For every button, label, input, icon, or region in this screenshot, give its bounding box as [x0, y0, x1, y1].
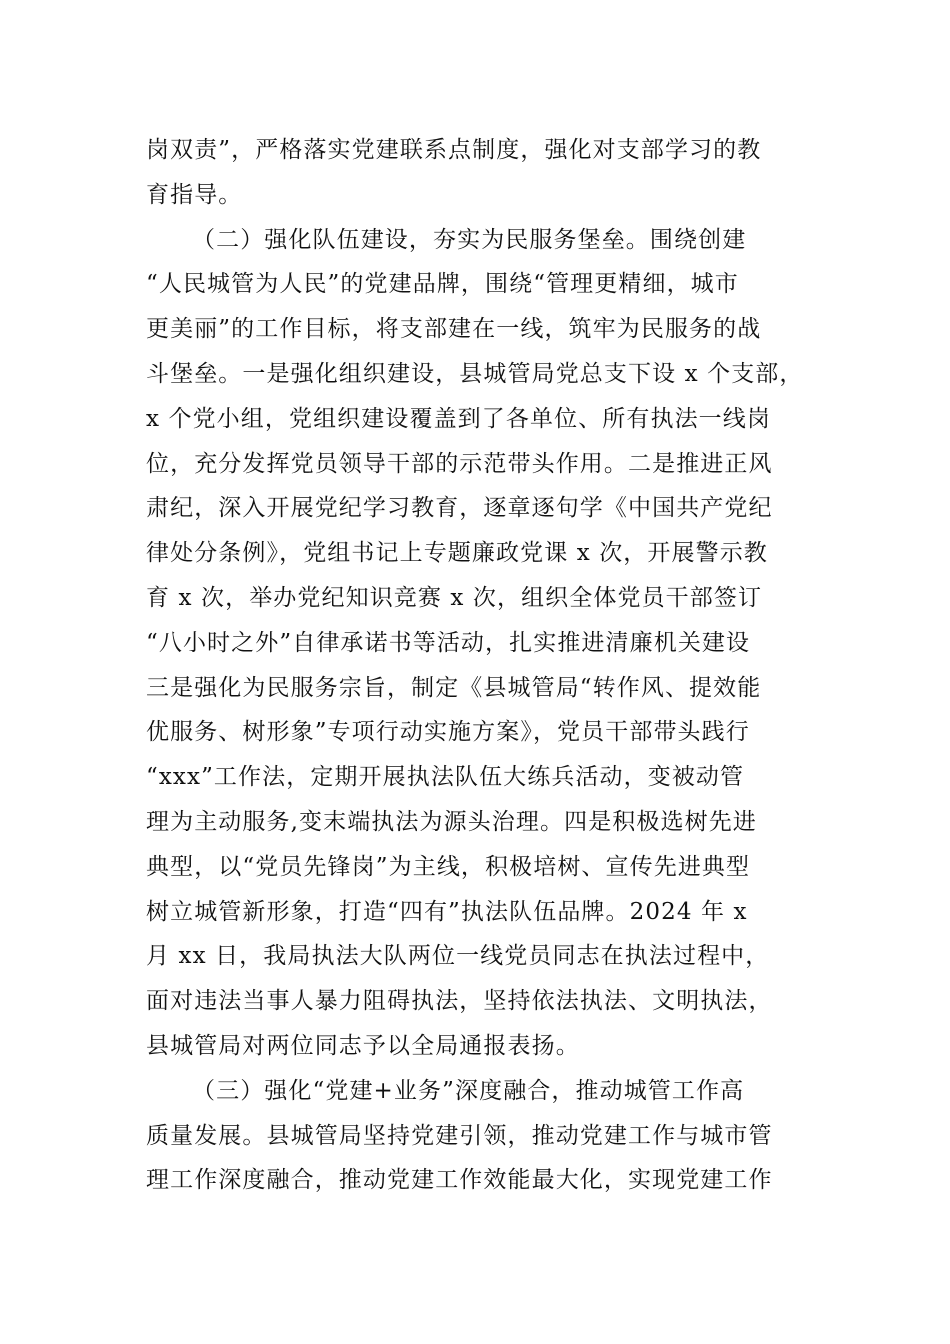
text-line: 理为主动服务,变末端执法为源头治理。四是积极选树先进: [146, 808, 757, 835]
text-line: 县城管局对两位同志予以全局通报表扬。: [146, 1032, 580, 1059]
text-line: 岗双责”，严格落实党建联系点制度，强化对支部学习的教: [146, 137, 762, 163]
text-line: 更美丽”的工作目标，将支部建在一线，筑牢为民服务的战: [146, 316, 762, 343]
text-line: 三是强化为民服务宗旨，制定《县城管局“转作风、提效能: [146, 674, 762, 701]
text-line: 位，充分发挥党员领导干部的示范带头作用。二是推进正风: [146, 450, 773, 477]
text-line: 育指导。: [146, 181, 243, 208]
text-line: 典型，以“党员先锋岗”为主线，积极培树、宣传先进典型: [146, 853, 751, 880]
text-line: 面对违法当事人暴力阻碍执法，坚持依法执法、文明执法，: [146, 988, 773, 1015]
text-line: “八小时之外”自律承诺书等活动，扎实推进清廉机关建设: [146, 629, 751, 656]
text-line: 理工作深度融合，推动党建工作效能最大化，实现党建工作: [146, 1167, 773, 1194]
text-line: x 个党小组，党组织建设覆盖到了各单位、所有执法一线岗: [146, 405, 771, 432]
text-line: 斗堡垒。一是强化组织建设，县城管局党总支下设 x 个支部，: [146, 360, 804, 387]
document-body: [146, 128, 826, 1203]
section-heading-line: （三）强化“党建+业务”深度融合，推动城管工作高: [192, 1077, 745, 1104]
text-line: 律处分条例》，党组书记上专题廉政党课 x 次，开展警示教: [146, 540, 768, 567]
text-line: “xxx”工作法，定期开展执法队伍大练兵活动，变被动管: [146, 764, 745, 791]
section-heading-line: （二）强化队伍建设，夯实为民服务堡垒。围绕创建: [192, 226, 747, 253]
paragraph-continuation: [146, 128, 826, 218]
text-line: 肃纪，深入开展党纪学习教育，逐章逐句学《中国共产党纪: [146, 495, 773, 522]
text-line: 优服务、树形象”专项行动实施方案》，党员干部带头践行: [146, 719, 750, 746]
text-line: 树立城管新形象，打造“四有”执法队伍品牌。2024 年 x: [146, 898, 748, 925]
text-line: 育 x 次，举办党纪知识竞赛 x 次，组织全体党员干部签订: [146, 584, 763, 611]
text-line: “人民城管为人民”的党建品牌，围绕“管理更精细，城市: [146, 271, 739, 298]
paragraph-section-2: [146, 218, 826, 1069]
text-line: 质量发展。县城管局坚持党建引领，推动党建工作与城市管: [146, 1122, 773, 1149]
paragraph-section-3: [146, 1069, 826, 1203]
text-line: 月 xx 日，我局执法大队两位一线党员同志在执法过程中，: [146, 943, 770, 970]
